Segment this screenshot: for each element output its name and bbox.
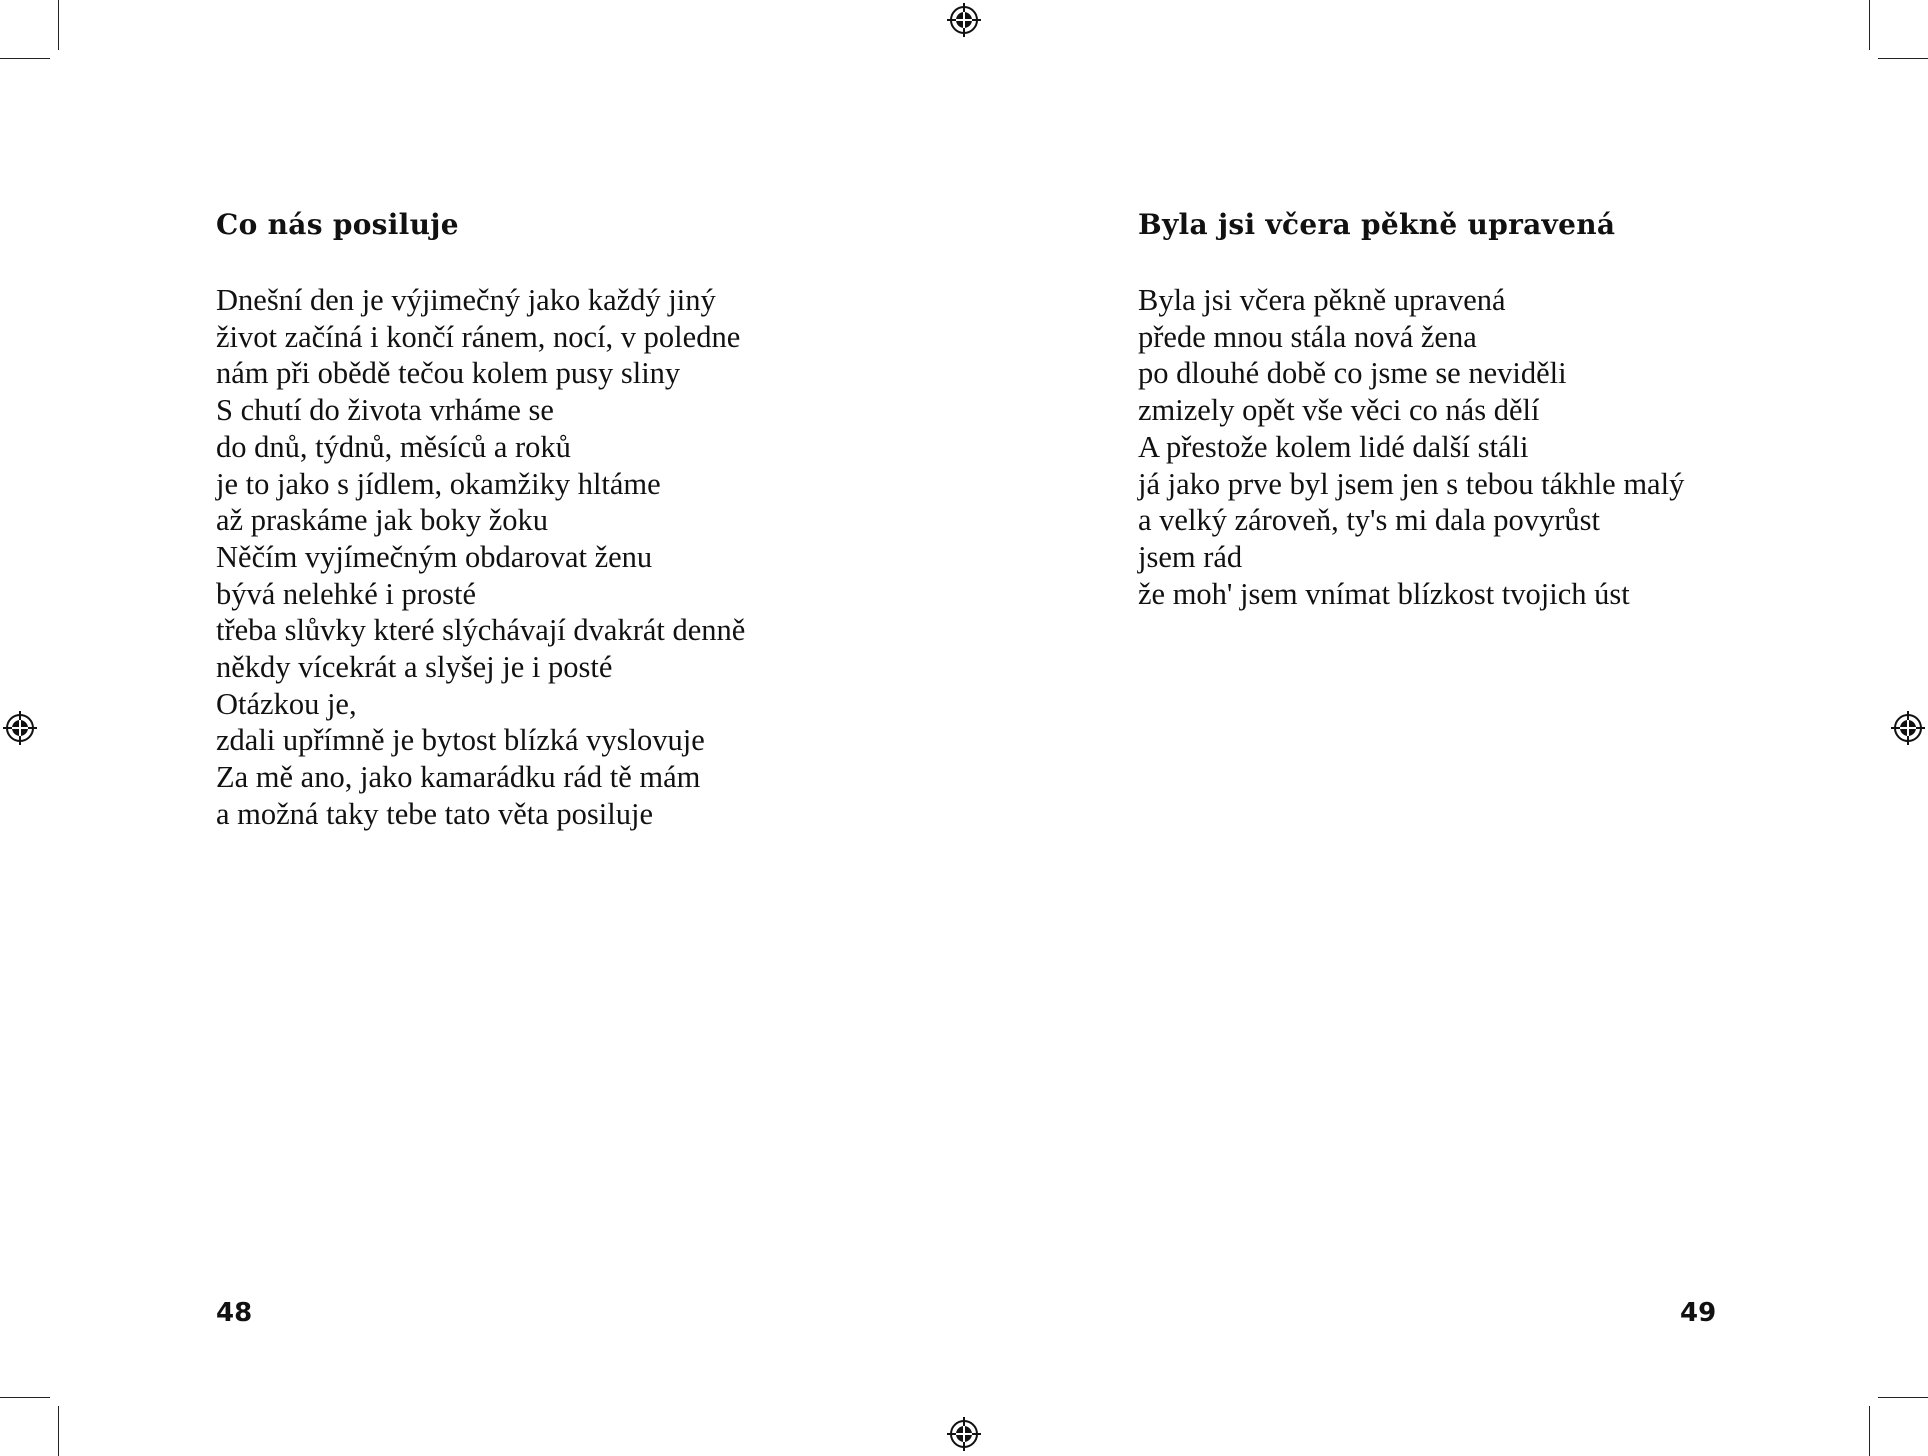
poem-line: je to jako s jídlem, okamžiky hltáme [216, 466, 661, 501]
crop-mark-icon [58, 0, 59, 50]
poem-title: Byla jsi včera pěkně upravená [1138, 208, 1616, 241]
registration-mark-icon [3, 711, 37, 745]
registration-mark-icon [947, 3, 981, 37]
poem-line: A přestože kolem lidé další stáli [1138, 429, 1529, 464]
poem-line: Otázkou je, [216, 686, 357, 721]
poem-line: já jako prve byl jsem jen s tebou tákhle malý [1138, 466, 1685, 501]
crop-mark-icon [1869, 1406, 1870, 1456]
crop-mark-icon [0, 1397, 50, 1398]
poem-line: třeba slůvky které slýchávají dvakrát denně [216, 613, 746, 648]
poem-body [216, 282, 745, 833]
poem-line: že moh' jsem vnímat blízkost tvojich úst [1138, 576, 1630, 611]
poem-line: Dnešní den je výjimečný jako každý jiný [216, 283, 716, 317]
poem-line: zmizely opět vše věci co nás dělí [1138, 393, 1540, 428]
poem-line: Něčím vyjímečným obdarovat ženu [216, 539, 653, 574]
crop-mark-icon [1878, 1397, 1928, 1398]
poem-line: S chutí do života vrháme se [216, 393, 554, 428]
poem-line: zdali upřímně je bytost blízká vyslovuje [216, 723, 705, 758]
poem-line: nám při obědě tečou kolem pusy sliny [216, 356, 681, 391]
registration-mark-icon [1891, 711, 1925, 745]
poem-line: a možná taky tebe tato věta posiluje [216, 796, 654, 831]
poem-line: jsem rád [1138, 539, 1243, 574]
poem-body [1138, 282, 1684, 612]
poem-line: přede mnou stála nová žena [1138, 319, 1477, 354]
poem-line: po dlouhé době co jsme se neviděli [1138, 356, 1567, 391]
right-page [964, 0, 1928, 1456]
poem-line: Byla jsi včera pěkně upravená [1138, 283, 1506, 317]
page-number: 48 [216, 1298, 253, 1328]
poem-line: bývá nelehké i prosté [216, 576, 477, 611]
poem-line: až praskáme jak boky žoku [216, 503, 548, 538]
crop-mark-icon [0, 58, 50, 59]
poem-title: Co nás posiluje [216, 208, 459, 241]
crop-mark-icon [58, 1406, 59, 1456]
poem-line: Za mě ano, jako kamarádku rád tě mám [216, 760, 701, 795]
page-number: 49 [1680, 1298, 1717, 1328]
registration-mark-icon [947, 1417, 981, 1451]
poem-line: a velký zároveň, ty's mi dala povyrůst [1138, 503, 1601, 538]
poem-line: život začíná i končí ránem, nocí, v poledne [216, 319, 741, 354]
crop-mark-icon [1878, 58, 1928, 59]
crop-mark-icon [1869, 0, 1870, 50]
poem-line: někdy vícekrát a slyšej je i posté [216, 650, 613, 685]
poem-line: do dnů, týdnů, měsíců a roků [216, 429, 571, 464]
